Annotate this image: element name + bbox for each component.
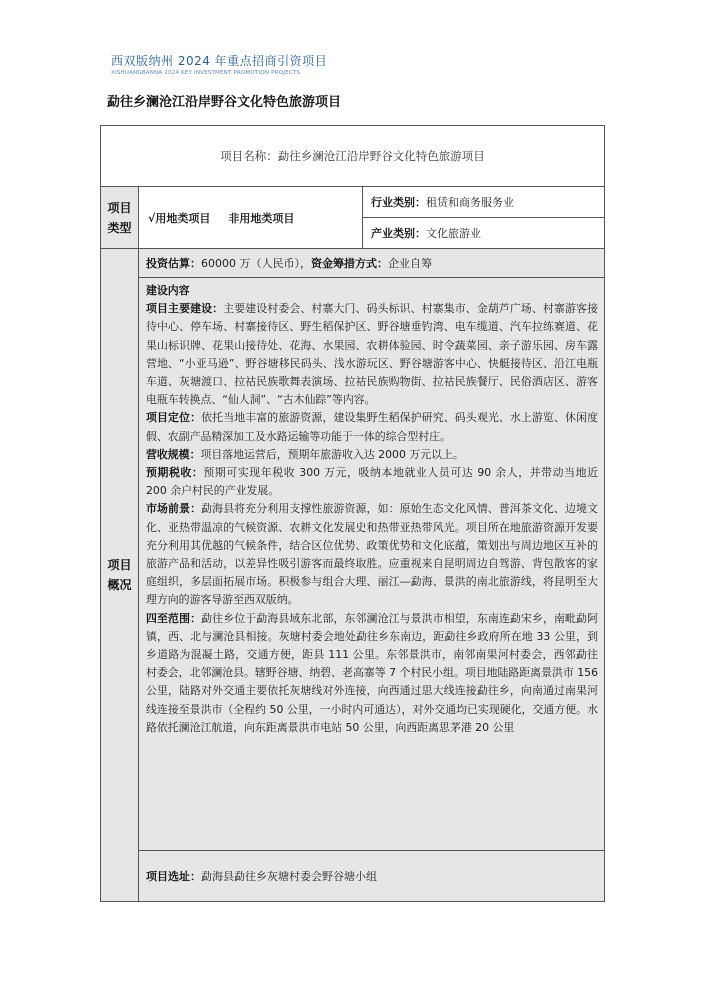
main-construction-label: 项目主要建设：	[146, 302, 224, 316]
construction-heading: 建设内容	[146, 284, 190, 297]
main-construction-text: 主要建设村委会、村寨大门、码头标识、村寨集市、金葫芦广场、村寨游客接待中心、停车场、村寨接待区、野生稻保护区、野谷塘垂钓湾、电车缆道、汽车拉练赛道、花果山标识牌、花果山接待处、花海、水果园、农耕体验园、时令蔬菜园、亲子游乐园、房车露营地、“小亚马逊”、野谷塘移民码头、浅水游玩区、野谷塘游客中心、快艇接待区、沿江电瓶车道、灰塘渡口、拉祜民族歌舞表演场、拉祜民族购物街、拉祜民族餐厅、民俗酒店区、游客电瓶车转换点、“仙人洞”、“古木仙踪”等内容。	[146, 302, 598, 407]
market-label: 市场前景：	[146, 502, 202, 516]
project-name-row: 项目名称：勐往乡澜沧江沿岸野谷文化特色旅游项目	[220, 149, 485, 163]
revenue-text: 项目落地运营后，预期年旅游收入达 2000 万元以上。	[200, 447, 464, 461]
bounds-paragraph	[146, 610, 598, 737]
investment-row	[138, 248, 604, 277]
project-address-label: 项目选址：	[146, 870, 201, 883]
project-type-label	[101, 186, 138, 248]
industry-category-row	[362, 186, 604, 217]
document-title: 勐往乡澜沧江沿岸野谷文化特色旅游项目	[107, 95, 342, 110]
market-text: 勐海县将充分利用支撑性旅游资源，如：原始生态文化风情、普洱茶文化、边境文化、亚热带温凉的气候资源、农耕文化发展史和热带亚热带风光。项目所在地旅游资源开发要充分利用其优越的气候条件，结合区位优势、政策优势和文化底蕴，策划出与周边地区互补的旅游产品和活动，以差异性吸引游客而最终取胜。应重视来自昆明周边自驾游、背包散客的家庭组织，多层面拓展市场。积极参与组合大理、丽江—勐海、景洪的南北旅游线，将昆明至大理方向的游客导游至西双版纳。	[146, 502, 598, 607]
project-address-value: 勐海县勐往乡灰塘村委会野谷塘小组	[201, 870, 377, 883]
industry-sector-value: 文化旅游业	[426, 227, 481, 240]
project-table	[100, 125, 605, 902]
header-title-en: XISHUANGBANNA 2024 KEY INVESTMENT PROMOTION PROJECTS	[111, 70, 301, 76]
project-type-options	[138, 186, 362, 248]
funding-label: 资金筹措方式：	[311, 257, 388, 270]
bounds-text: 勐往乡位于勐海县域东北部，东邻澜沧江与景洪市相望，东南连勐宋乡，南毗勐阿镇，西、北与澜沧县相接。灰塘村委会地处勐往乡东南边，距勐往乡政府所在地 33 公里，到乡道路为混凝土路，交通方便，距县 111 公里。东邻景洪市，南邻南果河村委会，西邻勐往村委会，北邻澜沧县。辖野谷塘、纳碧、老高寨等 7 个村民小组。项目地陆路距离景洪市 156 公里，陆路对外交通主要依托灰塘线对外连接，向西通过思大线连接勐往乡，向南通过南果河线连接至景洪市（全程约 50 公里，一小时内可通达），对外交通均已实现硬化，交通方便。水路依托澜沧江航道，向东距离景洪市电站 50 公里，向西距离思茅港 20 公里	[146, 611, 598, 734]
positioning-label: 项目定位：	[146, 411, 202, 425]
project-type-label-text: 项目类型	[107, 200, 132, 235]
project-address-row	[138, 850, 604, 901]
industry-sector-label: 产业类别：	[371, 227, 426, 240]
main-construction-paragraph	[146, 300, 598, 409]
tax-text: 预期可实现年税收 300 万元，吸纳本地就业人员可达 90 余人，并带动当地近 200 余户村民的产业发展。	[146, 466, 598, 498]
project-overview-label-text: 项目概况	[107, 558, 132, 592]
revenue-label: 营收规模：	[146, 447, 201, 461]
industry-category-label: 行业类别：	[371, 196, 426, 209]
revenue-paragraph	[146, 446, 598, 464]
industry-sector-row	[362, 217, 604, 248]
positioning-text: 依托当地丰富的旅游资源，建设集野生稻保护研究、码头观光、水上游览、休闲度假、农副产品精深加工及水路运输等功能于一体的综合型村庄。	[146, 411, 598, 443]
investment-label: 投资估算：	[146, 257, 201, 270]
construction-content	[138, 277, 604, 850]
funding-value: 企业自筹	[388, 257, 432, 270]
positioning-paragraph	[146, 409, 598, 445]
industry-category-value: 租赁和商务服务业	[426, 196, 514, 209]
option-land-project: √用地类项目	[148, 211, 211, 225]
tax-label: 预期税收：	[146, 466, 204, 480]
option-nonland-project: 非用地类项目	[228, 211, 295, 225]
header-title-cn: 西双版纳州 2024 年重点招商引资项目	[111, 54, 328, 68]
tax-paragraph	[146, 464, 598, 500]
bounds-label: 四至范围：	[146, 611, 202, 625]
market-paragraph	[146, 500, 598, 609]
project-overview-label	[101, 248, 138, 901]
investment-value: 60000 万（人民币），	[201, 257, 311, 270]
